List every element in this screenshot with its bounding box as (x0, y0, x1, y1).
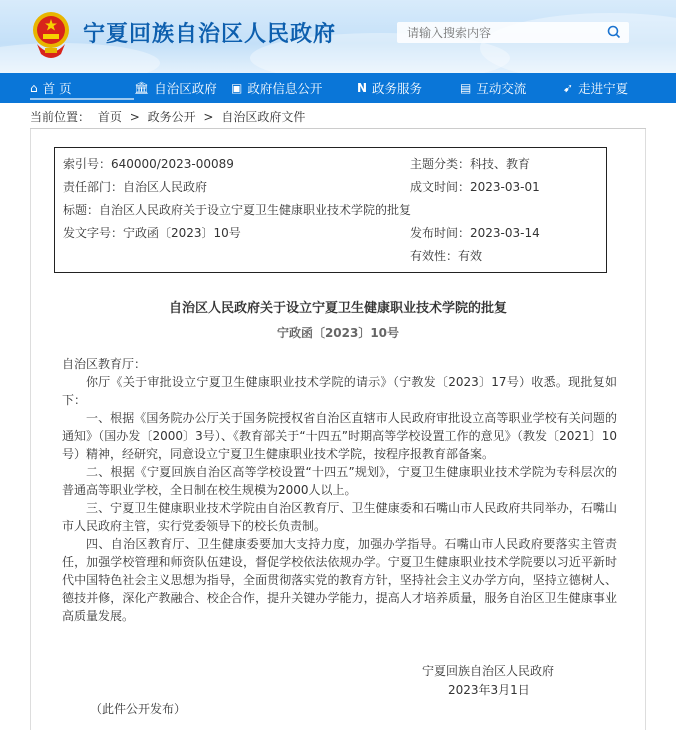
breadcrumb-gov-documents[interactable]: 自治区政府文件 (221, 110, 306, 124)
doc-number-field: 发文字号：宁政函〔2023〕10号 (63, 226, 241, 240)
document-icon: ▣ (231, 81, 243, 95)
signature: 宁夏回族自治区人民政府 (422, 664, 555, 678)
paragraph: 三、宁夏卫生健康职业技术学院由自治区教育厅、卫生健康委和石嘴山市人民政府共同举办，石嘴山市人民政府主管，实行党委领导下的校长负责制。 (62, 501, 617, 533)
main-nav (0, 73, 676, 103)
doc-title-field: 标题：自治区人民政府关于设立宁夏卫生健康职业技术学院的批复 (63, 203, 412, 217)
document-title: 自治区人民政府关于设立宁夏卫生健康职业技术学院的批复 (168, 301, 507, 316)
paragraph: 一、根据《国务院办公厅关于国务院授权省自治区直辖市人民政府审批设立高等职业学校有关问题的通知》（国办发〔2000〕3号）、《教育部关于“十四五”时期高等学校设置工作的意见》（教发〔2021〕10号）精神，经研究，同意设立宁夏卫生健康职业技术学院，按程序报教育部备案。 (62, 411, 617, 461)
breadcrumb-home[interactable]: 首页 (97, 110, 122, 124)
breadcrumb-gov-affairs[interactable]: 政务公开 (147, 110, 196, 124)
government-building-icon: 🏛︎ (134, 81, 150, 95)
breadcrumb: 当前位置： 首页 > 政务公开 > 自治区政府文件 (30, 110, 306, 124)
responsible-dept: 责任部门：自治区人民政府 (63, 180, 208, 194)
home-icon: ⌂ (30, 81, 38, 95)
nav-about-ningxia[interactable]: ➹ 走进宁夏 (563, 81, 629, 96)
nav-services[interactable]: N 政务服务 (357, 81, 423, 96)
paragraph: 二、根据《宁夏回族自治区高等学校设置“十四五”规划》，宁夏卫生健康职业技术学院为专科层次的普通高等职业学校，全日制在校生规模为2000人以上。 (62, 465, 617, 497)
publish-note: （此件公开发布） (90, 702, 187, 716)
search-input[interactable] (397, 22, 597, 43)
paragraph: 你厅《关于审批设立宁夏卫生健康职业技术学院的请示》（宁教发〔2023〕17号）收悉。现批复如下： (62, 375, 617, 407)
nav-interaction[interactable]: ▤ 互动交流 (460, 81, 527, 96)
index-number: 索引号：640000/2023-00089 (63, 157, 234, 171)
ningxia-map-icon: ➹ (563, 81, 574, 95)
paragraph: 四、自治区教育厅、卫生健康委要加大支持力度，加强办学指导。石嘴山市人民政府要落实主管责任，加强学校管理和师资队伍建设，督促学校依法依规办学。宁夏卫生健康职业技术学院要以习近平新时代中国特色社会主义思想为指导，全面贯彻落实党的教育方针，坚持社会主义办学方向，坚持立德树人、德技并修，深化产教融合、校企合作，提升关键办学能力，提高人才培养质量，服务自治区卫生健康事业高质量发展。 (62, 537, 617, 623)
service-icon: N (357, 81, 368, 95)
topic-category: 主题分类：科技、教育 (410, 157, 531, 171)
site-header (0, 0, 676, 73)
chat-icon: ▤ (460, 81, 472, 95)
nav-home[interactable]: ⌂ 首 页 (30, 73, 134, 103)
created-date: 成文时间：2023-03-01 (410, 180, 540, 194)
document-body (62, 355, 617, 625)
nav-info-disclosure[interactable]: ▣ 政府信息公开 (231, 81, 323, 96)
nav-region-government[interactable]: 🏛︎ 自治区政府 (134, 81, 217, 96)
salutation: 自治区教育厅： (62, 357, 147, 371)
search-box (397, 22, 629, 43)
search-icon[interactable] (607, 25, 621, 39)
national-emblem-icon (31, 10, 71, 62)
site-title[interactable]: 宁夏回族自治区人民政府 (83, 22, 337, 47)
document-number: 宁政函〔2023〕10号 (276, 326, 400, 340)
validity: 有效性：有效 (410, 249, 483, 263)
publish-date: 发布时间：2023-03-14 (410, 226, 540, 240)
signature-date: 2023年3月1日 (448, 683, 530, 697)
document-info-box (54, 147, 607, 273)
